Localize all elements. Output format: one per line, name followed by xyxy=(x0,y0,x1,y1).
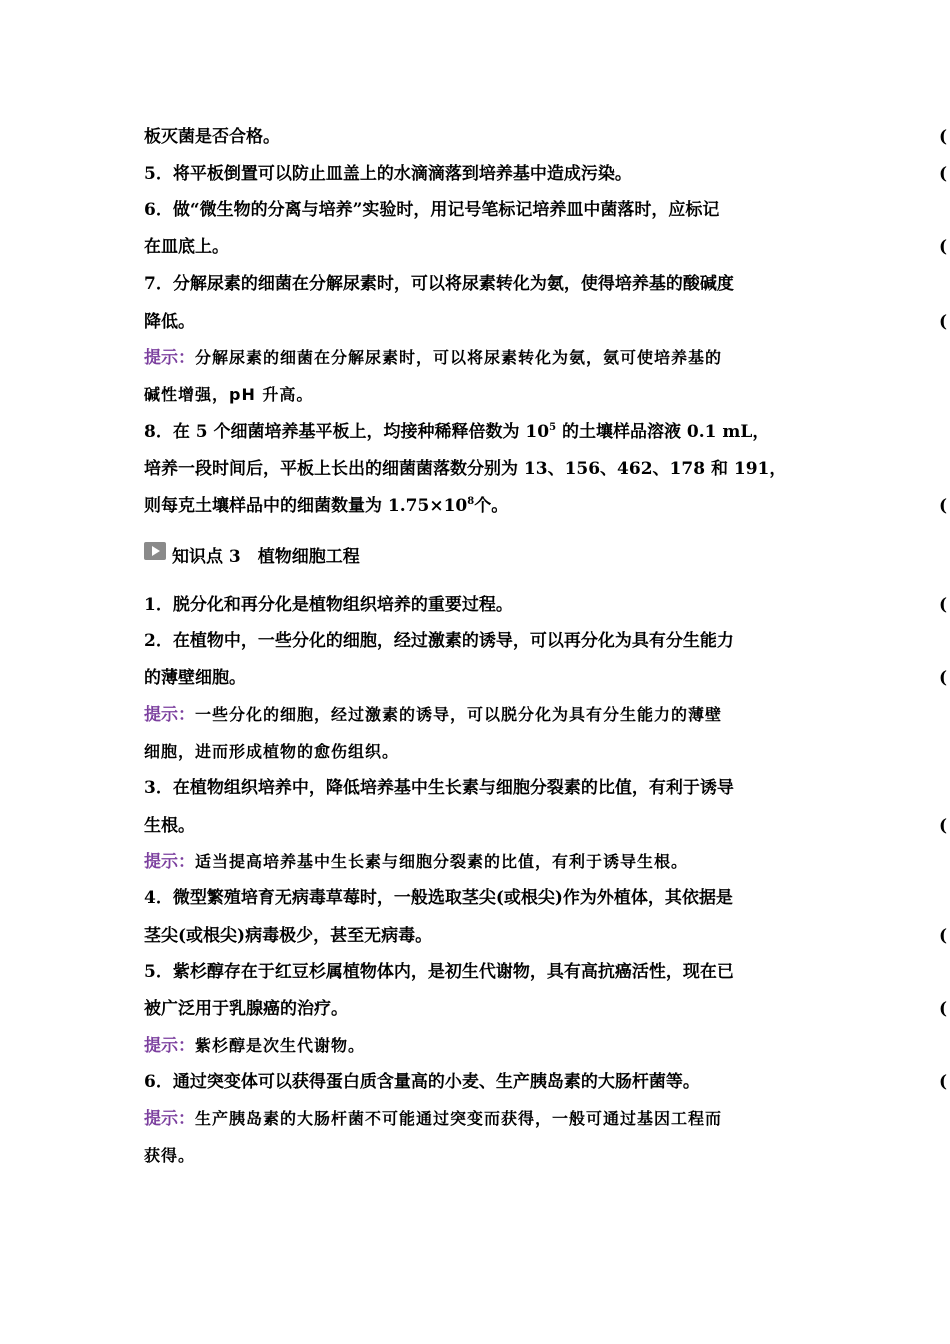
answer-paren: ( xyxy=(939,999,948,1019)
hint7-line2 xyxy=(144,383,313,407)
item7-line1: 7．分解尿素的细菌在分解尿素时，可以将尿素转化为氨，使得培养基的酸碱度 xyxy=(144,274,734,294)
hint-label: 提示： xyxy=(144,852,195,872)
s-item4-line2: 茎尖(或根尖)病毒极少，甚至无病毒。 xyxy=(144,926,433,946)
answer-paren: ( xyxy=(939,127,948,147)
hint-text: 获得。 xyxy=(144,1146,196,1165)
s-hint6-line2 xyxy=(144,1144,195,1168)
answer-paren: ( xyxy=(939,926,948,946)
hint-label: 提示： xyxy=(144,348,195,368)
item8-text-d: 个。 xyxy=(474,496,509,516)
answer-paren: ( xyxy=(939,1072,948,1092)
item4-continuation: 板灭菌是否合格。 xyxy=(144,127,280,147)
s-hint2-line1 xyxy=(144,703,722,727)
s-item4-line1: 4．微型繁殖培育无病毒草莓时，一般选取茎尖(或根尖)作为外植体，其依据是 xyxy=(144,888,733,908)
hint7-line1 xyxy=(144,346,722,370)
item8-line2: 培养一段时间后，平板上长出的细菌菌落数分别为 13、156、462、178 和 191， xyxy=(144,459,787,479)
hint-text: 一些分化的细胞，经过激素的诱导，可以脱分化为具有分生能力的薄壁 xyxy=(195,705,723,724)
s-item6-line1: 6．通过突变体可以获得蛋白质含量高的小麦、生产胰岛素的大肠杆菌等。 xyxy=(144,1072,700,1092)
item6-line1: 6．做“微生物的分离与培养”实验时，用记号笔标记培养皿中菌落时，应标记 xyxy=(144,200,720,220)
answer-paren: ( xyxy=(939,668,948,688)
play-icon xyxy=(144,542,166,560)
item8-line3 xyxy=(144,494,508,518)
answer-paren: ( xyxy=(939,312,948,332)
answer-paren: ( xyxy=(939,496,948,516)
hint-label: 提示： xyxy=(144,705,195,725)
exponent: 5 xyxy=(549,422,557,433)
hint-text: 细胞，进而形成植物的愈伤组织。 xyxy=(144,742,400,761)
s-hint3-line1 xyxy=(144,850,688,874)
answer-paren: ( xyxy=(939,595,948,615)
hint-text: 适当提高培养基中生长素与细胞分裂素的比值，有利于诱导生根。 xyxy=(195,852,689,871)
hint-label: 提示： xyxy=(144,1036,195,1056)
s-item2-line2: 的薄壁细胞。 xyxy=(144,668,246,688)
s-item1: 1．脱分化和再分化是植物组织培养的重要过程。 xyxy=(144,595,513,615)
s-item5-line1: 5．紫杉醇存在于红豆杉属植物体内，是初生代谢物，具有高抗癌活性，现在已 xyxy=(144,962,734,982)
hint-text: 碱性增强，pH 升高。 xyxy=(144,385,314,404)
item8-text-b: 的土壤样品溶液 0.1 mL， xyxy=(556,422,770,442)
hint-text: 紫杉醇是次生代谢物。 xyxy=(195,1036,366,1055)
hint-text: 分解尿素的细菌在分解尿素时，可以将尿素转化为氨，氨可使培养基的 xyxy=(195,348,723,367)
s-item2-line1: 2．在植物中，一些分化的细胞，经过激素的诱导，可以再分化为具有分生能力 xyxy=(144,631,734,651)
item8-text-c: 则每克土壤样品中的细菌数量为 1.75×10 xyxy=(144,496,468,516)
s-item5-line2: 被广泛用于乳腺癌的治疗。 xyxy=(144,999,348,1019)
s-hint6-line1 xyxy=(144,1107,722,1131)
hint-label: 提示： xyxy=(144,1109,195,1129)
s-item3-line1: 3．在植物组织培养中，降低培养基中生长素与细胞分裂素的比值，有利于诱导 xyxy=(144,778,734,798)
item7-line2: 降低。 xyxy=(144,312,195,332)
answer-paren: ( xyxy=(939,237,948,257)
s-hint2-line2 xyxy=(144,740,399,764)
section-title: 知识点 3 植物细胞工程 xyxy=(172,547,360,567)
hint-text: 生产胰岛素的大肠杆菌不可能通过突变而获得，一般可通过基因工程而 xyxy=(195,1109,723,1128)
answer-paren: ( xyxy=(939,816,948,836)
answer-paren: ( xyxy=(939,164,948,184)
exponent: 8 xyxy=(467,496,475,507)
item8-text-a: 8．在 5 个细菌培养基平板上，均接种稀释倍数为 10 xyxy=(144,422,550,442)
item6-line2: 在皿底上。 xyxy=(144,237,229,257)
item8-line1 xyxy=(144,420,769,444)
s-item3-line2: 生根。 xyxy=(144,816,195,836)
s-hint5-line1 xyxy=(144,1034,365,1058)
item5-text: 5．将平板倒置可以防止皿盖上的水滴滴落到培养基中造成污染。 xyxy=(144,164,632,184)
